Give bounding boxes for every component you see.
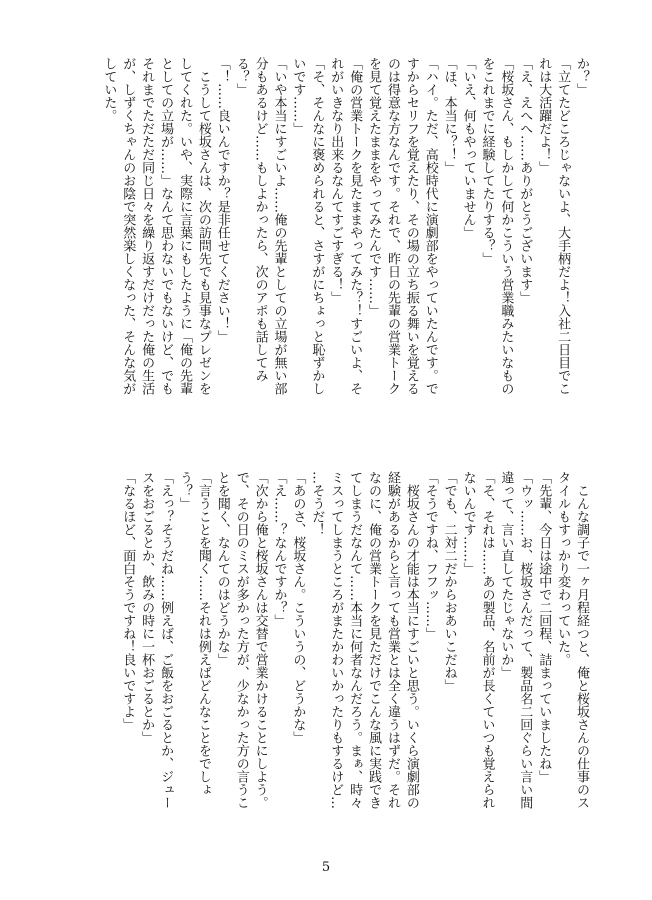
text-line: 「そ、それは……あの製品、名前が長くていつも覚えられ [479,471,495,809]
text-line: なのに、俺の営業トークを見ただけでこんな風に実践でき [366,471,382,809]
text-line: 「なるほど、面白そうですね！良いですよ」 [120,471,136,731]
text-line: 「立てたどころじゃないよ、大手柄だよ！入社二日目でこ [555,57,571,395]
text-line: 「ウッ……お、桜坂さんだって、製品名二回ぐらい言い間 [517,471,533,809]
text-line: 「ハイ。ただ、高校時代に演劇部をやっていたんです。で [422,57,438,395]
text-line: が、しずくちゃんのお陰で突然楽しくなった、そんな気が [120,57,136,395]
text-line: していた。 [101,57,117,122]
text-line: れは大活躍だよ！」 [536,57,552,174]
text-line: とを聞く、なんてのはどうかな」 [214,471,230,666]
text-line: をこれまでに経験してたりする？」 [479,57,495,265]
text-line: 「そうですね、フフッ……」 [422,471,438,640]
text-line: ミスってしまうところがまたかわいかったりもするけど… [328,471,344,809]
text-line: か？」 [574,57,589,96]
text-line: 「そ、そんなに褒められると、さすがにちょっと恥ずかし [309,57,325,395]
text-line: 「俺の営業トークを見たままやってみた？！すごいよ、そ [347,57,363,395]
text-line: ないんです……」 [460,471,476,575]
text-line: こうして桜坂さんは、次の訪問先でも見事なプレゼンを [195,57,211,395]
text-line: …そうだ！ [309,471,325,536]
page-number: 5 [321,860,331,875]
text-line: それまでただただ同じ日々を繰り返すだけだった俺の生活 [139,57,155,395]
text-line: こんな調子で一ヶ月程経つと、俺と桜坂さんの仕事のス [574,471,589,809]
text-line: 「ほ、本当に？！」 [441,57,457,174]
text-line: すからセリフを覚えたり、その場の立ち振る舞いを覚える [403,57,419,395]
text-line: 違って、言い直してたじゃないか」 [498,471,514,679]
upper-text-block [95,57,590,438]
text-line: 「えっ？そうだね……例えば、ご飯をおごるとか、ジュー [158,471,174,809]
text-line: 「でも、二対二だからおあいこだね」 [441,471,457,692]
text-line: を見て覚えたままをやってみたんです……」 [366,57,382,317]
lower-text-block [95,471,590,852]
text-line: れがいきなり出来るなんてすごすぎる！」 [328,57,344,304]
text-line: 分もあるけど……もしよかったら、次のアポも話してみ [252,57,268,382]
text-line: 桜坂さんの才能は本当にすごいと思う。いくら演劇部の [403,471,419,809]
text-line: る？」 [233,57,249,96]
text-line: 「いや本当にすごいよ……俺の先輩としての立場が無い部 [271,57,287,395]
text-line: タイルもすっかり変わっていた。 [555,471,571,666]
text-line: 経験があるからと言っても営業とは全く違うはずだ。それ [384,471,400,809]
text-line: で、その日のミスが多かった方が、少なかった方の言うこ [233,471,249,809]
text-line: 「桜坂さん、もしかして何かこういう営業職みたいなもの [498,57,514,395]
text-line: 「！……良いんですか？是非任せてください！」 [214,57,230,343]
text-line: う？」 [176,471,192,510]
text-line: いです……」 [290,57,306,135]
text-line: てしまうだなんて……本当に何者なんだろう。まぁ、時々 [347,471,363,809]
text-line: 「次から俺と桜坂さんは交替で営業かけることにしよう。 [252,471,268,809]
text-line: 「え、えへへ……ありがとうございます」 [517,57,533,304]
text-line: スをおごるとか、飲みの時に一杯おごるとか」 [139,471,155,744]
text-line: 「言うことを聞く……それは例えばどんなことをでしょ [195,471,211,796]
text-line: 「え……？なんですか？」 [271,471,287,627]
text-line: 「あのさ、桜坂さん。こういうの、どうかな」 [290,471,306,744]
text-line: 「先輩、今日は途中で二回程、詰まっていましたね」 [536,471,552,783]
text-line: としての立場が……」なんて思わないでもないけど、でも [158,57,174,395]
text-line: のは得意な方なんです。それで、昨日の先輩の営業トーク [384,57,400,395]
text-line: してくれた。いや、実際に言葉にもしたように「俺の先輩 [176,57,192,395]
text-line: 「いえ、何もやっていません」 [460,57,476,239]
